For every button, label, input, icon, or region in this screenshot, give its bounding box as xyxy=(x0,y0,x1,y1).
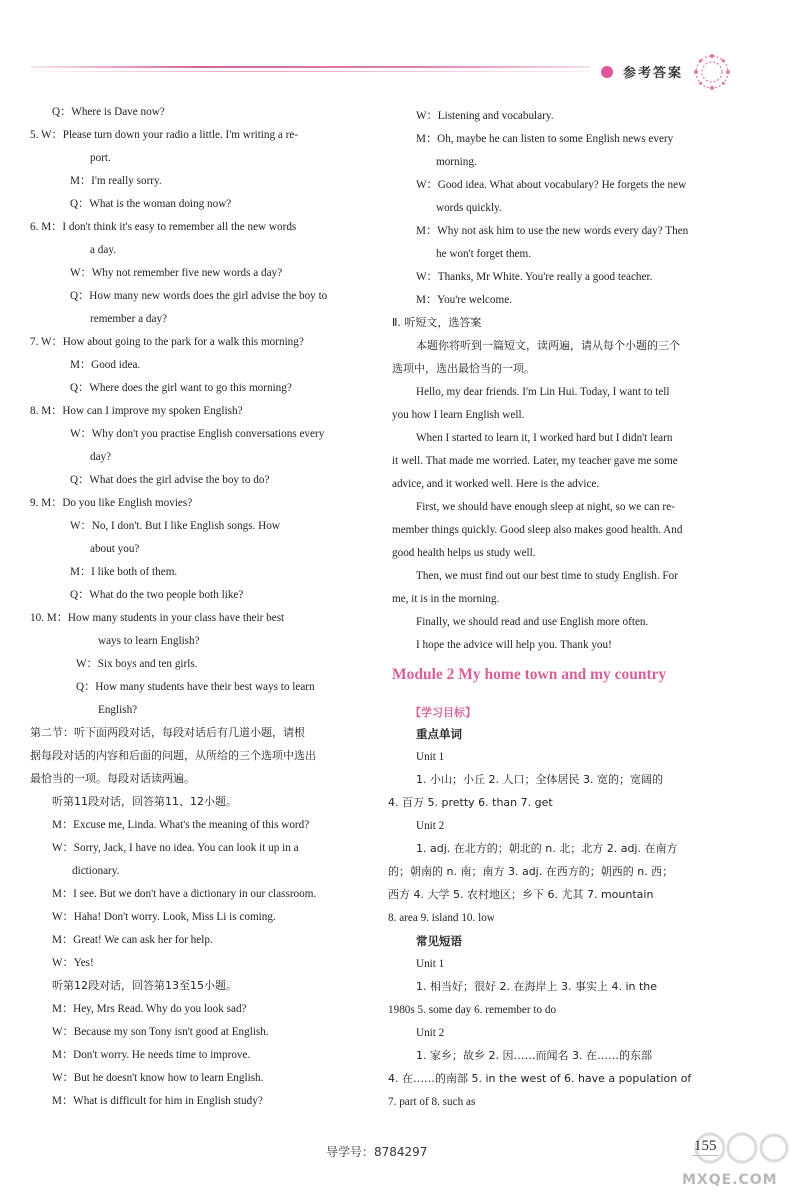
text-line: Hello, my dear friends. I'm Lin Hui. Today, I want to tell xyxy=(416,386,670,398)
text-line: you how I learn English well. xyxy=(392,409,525,421)
text-line: 7. W：How about going to the park for a walk this morning? xyxy=(30,336,304,348)
text-line: M：Great! We can ask her for help. xyxy=(52,934,213,946)
text-line: Q：What is the woman doing now? xyxy=(70,198,232,210)
text-line: M：You're welcome. xyxy=(416,294,512,306)
text-line: remember a day? xyxy=(90,313,168,325)
text-line: W：Thanks, Mr White. You're really a good teacher. xyxy=(416,271,653,283)
unit-label: Unit 2 xyxy=(416,1027,445,1039)
text-line: 9. M：Do you like English movies? xyxy=(30,497,193,509)
text-line: port. xyxy=(90,152,111,164)
text-line: Q：Where is Dave now? xyxy=(52,106,165,118)
text-line: 8. M：How can I improve my spoken English? xyxy=(30,405,243,417)
text-line: W：Sorry, Jack, I have no idea. You can look it up in a xyxy=(52,842,299,854)
header-rule-thin xyxy=(30,71,590,72)
text-line: W：Because my son Tony isn't good at English. xyxy=(52,1026,269,1038)
text-line: I hope the advice will help you. Thank you! xyxy=(416,639,612,651)
text-line: Q：How many new words does the girl advise the boy to xyxy=(70,290,328,302)
text-line: M：Don't worry. He needs time to improve. xyxy=(52,1049,251,1061)
subheading: 重点单词 xyxy=(416,727,462,741)
text-line: M：What is difficult for him in English study? xyxy=(52,1095,263,1107)
text-line: Q：Where does the girl want to go this morning? xyxy=(70,382,292,394)
unit-label: Unit 1 xyxy=(416,751,445,763)
text-line: morning. xyxy=(436,156,477,168)
text-line: W：No, I don't. But I like English songs. How xyxy=(70,520,280,532)
text-line: Q：What does the girl advise the boy to do? xyxy=(70,474,270,486)
text-line: 听第11段对话，回答第11、12小题。 xyxy=(52,795,237,808)
text-line: 听第12段对话，回答第13至15小题。 xyxy=(52,979,237,992)
learning-goals-tag: 【学习目标】 xyxy=(410,706,476,719)
unit-label: Unit 2 xyxy=(416,820,445,832)
text-line: M：Oh, maybe he can listen to some English news every xyxy=(416,133,674,145)
section-label: 参考答案 xyxy=(623,66,684,81)
text-line: W：Listening and vocabulary. xyxy=(416,110,554,122)
page-header xyxy=(0,0,803,95)
text-line: 7. part of 8. such as xyxy=(388,1096,476,1108)
text-line: 最恰当的一项。每段对话读两遍。 xyxy=(30,772,195,785)
text-line: it well. That made me worried. Later, my teacher gave me some xyxy=(392,455,678,467)
text-line: W：Good idea. What about vocabulary? He forgets the new xyxy=(416,179,687,191)
text-line: advice, and it worked well. Here is the advice. xyxy=(392,478,600,490)
text-line: he won't forget them. xyxy=(436,248,532,260)
text-line: 4. 百万 5. pretty 6. than 7. get xyxy=(388,796,553,809)
flower-ornament-icon xyxy=(692,52,732,92)
watermark-text: MXQE.COM xyxy=(682,1172,778,1188)
text-line: Q：How many students have their best ways to learn xyxy=(76,681,315,693)
text-line: day? xyxy=(90,451,112,463)
text-line: dictionary. xyxy=(72,865,120,877)
header-rule xyxy=(30,66,590,68)
text-line: 1. 小山；小丘 2. 人口；全体居民 3. 宽的；宽阔的 xyxy=(416,773,663,786)
text-line: 8. area 9. island 10. low xyxy=(388,912,495,924)
text-line: W：But he doesn't know how to learn English. xyxy=(52,1072,264,1084)
text-line: M：I see. But we don't have a dictionary in our classroom. xyxy=(52,888,317,900)
text-line: 1980s 5. some day 6. remember to do xyxy=(388,1004,557,1016)
text-line: W：Haha! Don't worry. Look, Miss Li is coming. xyxy=(52,911,276,923)
text-line: Then, we must find out our best time to study English. For xyxy=(416,570,678,582)
text-line: 10. M：How many students in your class have their best xyxy=(30,612,285,624)
text-line: W：Yes! xyxy=(52,957,94,969)
text-line: M：Good idea. xyxy=(70,359,141,371)
text-line: 6. M：I don't think it's easy to remember all the new words xyxy=(30,221,297,233)
text-line: W：Six boys and ten girls. xyxy=(76,658,198,670)
text-line: 据每段对话的内容和后面的问题，从所给的三个选项中选出 xyxy=(30,749,316,762)
text-line: 5. W：Please turn down your radio a little. I'm writing a re- xyxy=(30,129,299,141)
text-line: 1. adj. 在北方的；朝北的 n. 北；北方 2. adj. 在南方 xyxy=(416,842,678,855)
text-line: good health helps us study well. xyxy=(392,547,536,559)
unit-label: Unit 1 xyxy=(416,958,445,970)
text-line: about you? xyxy=(90,543,140,555)
guide-number: 导学号：8784297 xyxy=(326,1145,428,1159)
text-line: a day. xyxy=(90,244,116,256)
text-line: Finally, we should read and use English more often. xyxy=(416,616,649,628)
page-number: 155 xyxy=(694,1138,717,1154)
text-line: 本题你将听到一篇短文，读两遍，请从每个小题的三个 xyxy=(416,339,680,352)
text-line: English? xyxy=(98,704,138,716)
text-line: 4. 在……的南部 5. in the west of 6. have a population of xyxy=(388,1072,692,1085)
text-line: First, we should have enough sleep at night, so we can re- xyxy=(416,501,675,513)
text-line: W：Why not remember five new words a day? xyxy=(70,267,283,279)
text-line: M：I'm really sorry. xyxy=(70,175,162,187)
text-line: ways to learn English? xyxy=(98,635,200,647)
text-line: 的；朝南的 n. 南；南方 3. adj. 在西方的；朝西的 n. 西； xyxy=(388,865,674,878)
text-line: words quickly. xyxy=(436,202,502,214)
text-line: When I started to learn it, I worked hard but I didn't learn xyxy=(416,432,673,444)
text-line: M：Hey, Mrs Read. Why do you look sad? xyxy=(52,1003,247,1015)
bullet-dot-icon xyxy=(601,66,613,78)
section-heading: Ⅱ. 听短文，选答案 xyxy=(392,316,482,329)
text-line: 第二节：听下面两段对话，每段对话后有几道小题，请根 xyxy=(30,726,305,739)
text-line: 选项中，选出最恰当的一项。 xyxy=(392,362,535,375)
text-line: M：Excuse me, Linda. What's the meaning of this word? xyxy=(52,819,310,831)
text-line: 1. 相当好；很好 2. 在海岸上 3. 事实上 4. in the xyxy=(416,980,658,993)
text-line: Q：What do the two people both like? xyxy=(70,589,244,601)
module-title: Module 2 My home town and my country xyxy=(392,666,667,683)
text-line: 西方 4. 大学 5. 农村地区；乡下 6. 尤其 7. mountain xyxy=(388,888,654,901)
text-line: M：Why not ask him to use the new words every day? Then xyxy=(416,225,689,237)
text-line: W：Why don't you practise English conversations every xyxy=(70,428,325,440)
text-line: me, it is in the morning. xyxy=(392,593,500,605)
text-line: M：I like both of them. xyxy=(70,566,178,578)
text-line: 1. 家乡；故乡 2. 因……而闻名 3. 在……的东部 xyxy=(416,1049,652,1062)
subheading: 常见短语 xyxy=(416,934,462,948)
text-line: member things quickly. Good sleep also makes good health. And xyxy=(392,524,683,536)
